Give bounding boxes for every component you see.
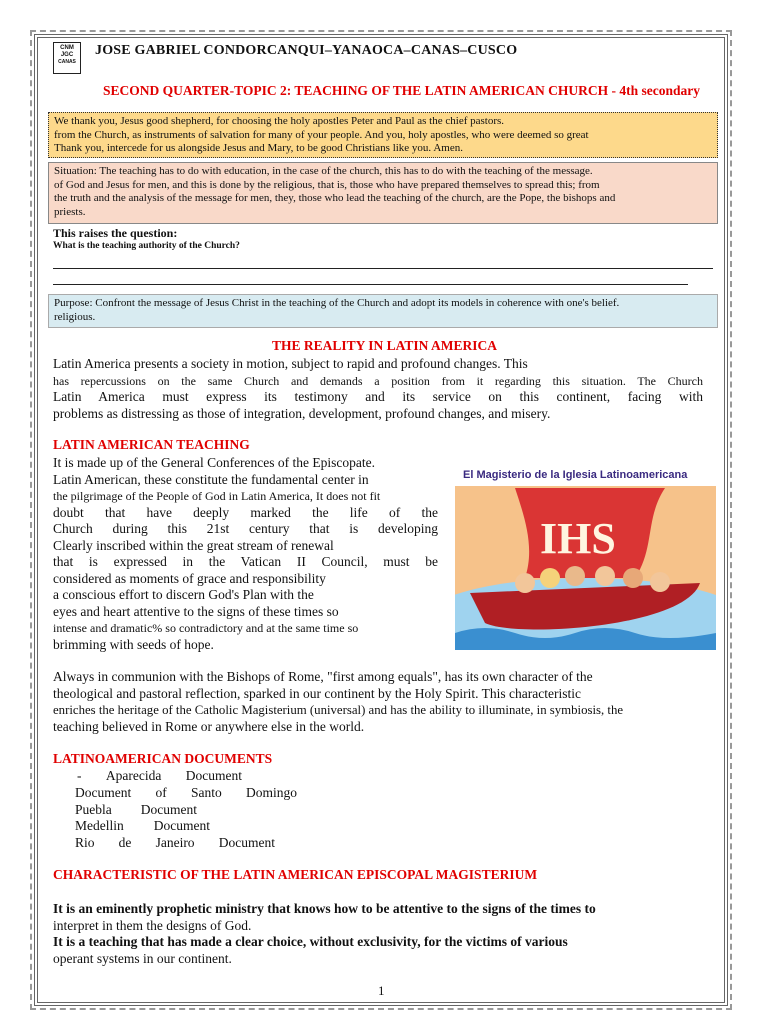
list-word: - <box>77 768 82 783</box>
purpose-box <box>48 294 718 328</box>
topic-title: SECOND QUARTER-TOPIC 2: TEACHING OF THE LATIN AMERICAN CHURCH - 4th secondary <box>103 83 700 98</box>
prayer-box <box>48 112 718 158</box>
text-line: Latin America must express its testimony and its service on this continent, facing with <box>53 389 703 404</box>
list-word: Puebla <box>75 801 112 817</box>
teaching-paragraph <box>53 455 438 653</box>
text-line: Church during this 21st century that is developing <box>53 521 438 536</box>
text-line: that is expressed in the Vatican II Council, must be <box>53 554 438 569</box>
text-line: a conscious effort to discern God's Plan with the <box>53 587 314 602</box>
school-logo: CNM JGC CANAS <box>53 42 81 74</box>
purpose-line: Purpose: Confront the message of Jesus Christ in the teaching of the Church and adopt its models in coherence with one's belief. <box>54 297 620 309</box>
list-word: Medellin <box>75 818 124 834</box>
documents-list <box>75 768 297 852</box>
situation-line: priests. <box>54 205 86 218</box>
sail-letters: IHS <box>540 514 616 563</box>
text-line: considered as moments of grace and responsibility <box>53 570 326 586</box>
characteristic-point-2 <box>53 934 568 967</box>
reality-heading: THE REALITY IN LATIN AMERICA <box>272 338 498 353</box>
characteristic-heading: CHARACTERISTIC OF THE LATIN AMERICAN EPISCOPAL MAGISTERIUM <box>53 867 538 882</box>
list-word: Document <box>140 801 197 817</box>
list-word: Rio <box>75 835 95 851</box>
list-word: Document <box>185 768 242 783</box>
text-line: enriches the heritage of the Catholic Magisterium (universal) and has the ability to illuminate, in symbiosis, the <box>53 703 624 717</box>
list-item <box>75 785 297 802</box>
reality-paragraph <box>53 356 703 422</box>
text-line: brimming with seeds of hope. <box>53 636 214 652</box>
answer-line[interactable] <box>53 284 688 285</box>
list-word: of <box>155 784 167 800</box>
list-word: Janeiro <box>155 835 195 851</box>
list-item <box>75 768 242 785</box>
text-line: doubt that have deeply marked the life of the <box>53 504 438 520</box>
list-word: Document <box>218 835 275 851</box>
magisterium-boat-illustration <box>455 458 716 650</box>
list-item <box>75 818 210 835</box>
list-word: Domingo <box>245 784 297 800</box>
question-text: What is the teaching authority of the Church? <box>53 241 240 251</box>
communion-paragraph <box>53 669 706 735</box>
text-line: Clearly inscribed within the great stream of renewal <box>53 537 334 553</box>
text-line: the pilgrimage of the People of God in Latin America, It does not fit <box>53 489 381 503</box>
answer-line[interactable] <box>53 268 713 269</box>
text-line: operant systems in our continent. <box>53 950 232 966</box>
text-line: teaching believed in Rome or anywhere else in the world. <box>53 718 365 734</box>
prayer-line: We thank you, Jesus good shepherd, for choosing the holy apostles Peter and Paul as the chief pastors. <box>54 115 505 127</box>
text-line: It is a teaching that has made a clear choice, without exclusivity, for the victims of various <box>53 934 568 949</box>
list-word: Santo <box>190 784 222 800</box>
situation-box <box>48 162 718 224</box>
list-item <box>75 802 197 819</box>
list-word: de <box>118 835 132 851</box>
text-line: intense and dramatic% so contradictory and at the same time so <box>53 621 359 635</box>
prayer-line: Thank you, intercede for us alongside Jesus and Mary, to be good Christians like you. Amen. <box>54 142 463 154</box>
characteristic-point-1 <box>53 901 596 934</box>
teaching-heading: LATIN AMERICAN TEACHING <box>53 437 250 452</box>
text-line: It is an eminently prophetic ministry that knows how to be attentive to the signs of the times to <box>53 901 596 916</box>
text-line: has repercussions on the same Church and demands a position from it regarding this situation. The Church <box>53 373 703 388</box>
situation-line: of God and Jesus for men, and this is done by the religious, that is, those who have prepared themselves to spread this; from <box>54 178 600 191</box>
page-number: 1 <box>378 983 385 998</box>
text-line: Latin American, these constitute the fundamental center in <box>53 471 369 487</box>
question-intro: This raises the question: <box>53 226 178 240</box>
text-line: It is made up of the General Conferences of the Episcopate. <box>53 455 376 470</box>
list-word: Aparecida <box>105 768 162 783</box>
list-word: Document <box>153 818 210 834</box>
prayer-line: from the Church, as instruments of salvation for many of your people. And you, holy apostles, who were deemed so great <box>54 128 589 141</box>
school-name: JOSE GABRIEL CONDORCANQUI–YANAOCA–CANAS–CUSCO <box>95 43 518 58</box>
documents-heading: LATINOAMERICAN DOCUMENTS <box>53 751 273 766</box>
text-line: Always in communion with the Bishops of Rome, "first among equals", has its own character of the <box>53 669 593 684</box>
situation-line: Situation: The teaching has to do with education, in the case of the church, this has to do with the teaching of the message. <box>54 165 593 177</box>
text-line: Latin America presents a society in motion, subject to rapid and profound changes. This <box>53 356 528 371</box>
text-line: eyes and heart attentive to the signs of these times so <box>53 603 339 619</box>
list-item <box>75 835 275 852</box>
text-line: interpret in them the designs of God. <box>53 917 252 933</box>
list-word: Document <box>75 784 132 800</box>
text-line: problems as distressing as those of integration, development, profound changes, and misery. <box>53 405 551 421</box>
text-line: theological and pastoral reflection, sparked in our continent by the Holy Spirit. This characteristic <box>53 685 581 701</box>
purpose-line: religious. <box>54 310 96 323</box>
illustration-caption: El Magisterio de la Iglesia Latinoamericana <box>463 469 688 481</box>
situation-line: the truth and the analysis of the message for men, they, those who lead the teaching of the church, are the Pope, the bishops and <box>54 192 616 204</box>
